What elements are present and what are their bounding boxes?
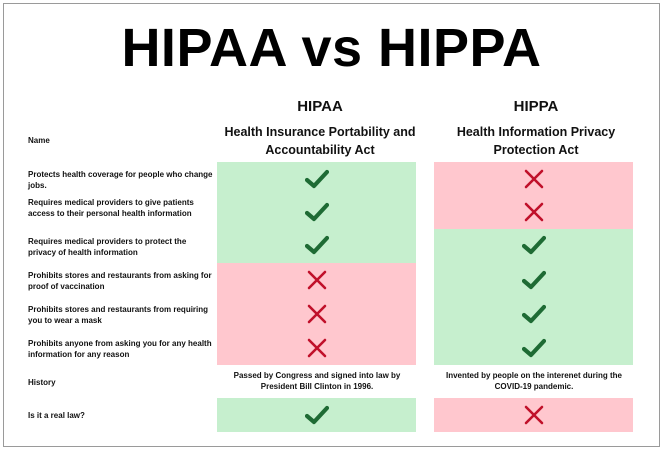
hippa-history-text: Invented by people on the interenet during the COVID-19 pandemic.	[445, 371, 622, 391]
check-icon	[522, 338, 546, 358]
check-icon	[305, 169, 329, 189]
row-label: Protects health coverage for people who change jobs.	[28, 170, 213, 190]
cross-icon	[305, 338, 329, 358]
hippa-row5-mark	[434, 299, 633, 329]
hippa-row6-mark	[434, 333, 633, 363]
check-icon	[522, 304, 546, 324]
hipaa-real-law-mark	[217, 398, 416, 432]
check-icon	[305, 405, 329, 425]
name-row-label: Name	[28, 136, 50, 145]
hippa-real-law-mark	[434, 398, 633, 432]
check-icon	[522, 270, 546, 290]
comparison-figure	[3, 3, 660, 447]
cross-icon	[305, 270, 329, 290]
hipaa-abbr-heading: HIPAA	[297, 98, 343, 115]
real-law-label: Is it a real law?	[28, 411, 85, 420]
hippa-row3-mark	[434, 230, 633, 260]
hipaa-history-text: Passed by Congress and signed into law by President Bill Clinton in 1996.	[233, 371, 401, 391]
cross-icon	[305, 304, 329, 324]
hipaa-row5-mark	[217, 299, 416, 329]
check-icon	[305, 235, 329, 255]
hippa-abbr-heading: HIPPA	[513, 98, 559, 115]
cross-icon	[522, 405, 546, 425]
page-title: HIPAA vs HIPPA	[121, 18, 542, 78]
hippa-row4-mark	[434, 265, 633, 295]
hippa-full-name: Health Information Privacy Protection Act	[456, 125, 616, 157]
hipaa-row2-mark	[217, 197, 416, 227]
check-icon	[522, 235, 546, 255]
hipaa-row6-mark	[217, 333, 416, 363]
history-label: History	[28, 378, 56, 387]
row-label: Prohibits anyone from asking you for any health information for any reason	[28, 339, 212, 359]
hipaa-row4-mark	[217, 265, 416, 295]
hippa-row2-mark	[434, 197, 633, 227]
hipaa-row1-mark	[217, 164, 416, 194]
hipaa-full-name: Health Insurance Portability and Accountability Act	[224, 125, 416, 157]
cross-icon	[522, 169, 546, 189]
hipaa-row3-mark	[217, 230, 416, 260]
row-label: Requires medical providers to give patients access to their personal health information	[28, 198, 194, 218]
check-icon	[305, 202, 329, 222]
row-label: Prohibits stores and restaurants from requiring you to wear a mask	[28, 305, 209, 325]
row-label: Prohibits stores and restaurants from asking for proof of vaccination	[28, 271, 212, 291]
cross-icon	[522, 202, 546, 222]
row-label: Requires medical providers to protect the privacy of health information	[28, 237, 187, 257]
hippa-row1-mark	[434, 164, 633, 194]
